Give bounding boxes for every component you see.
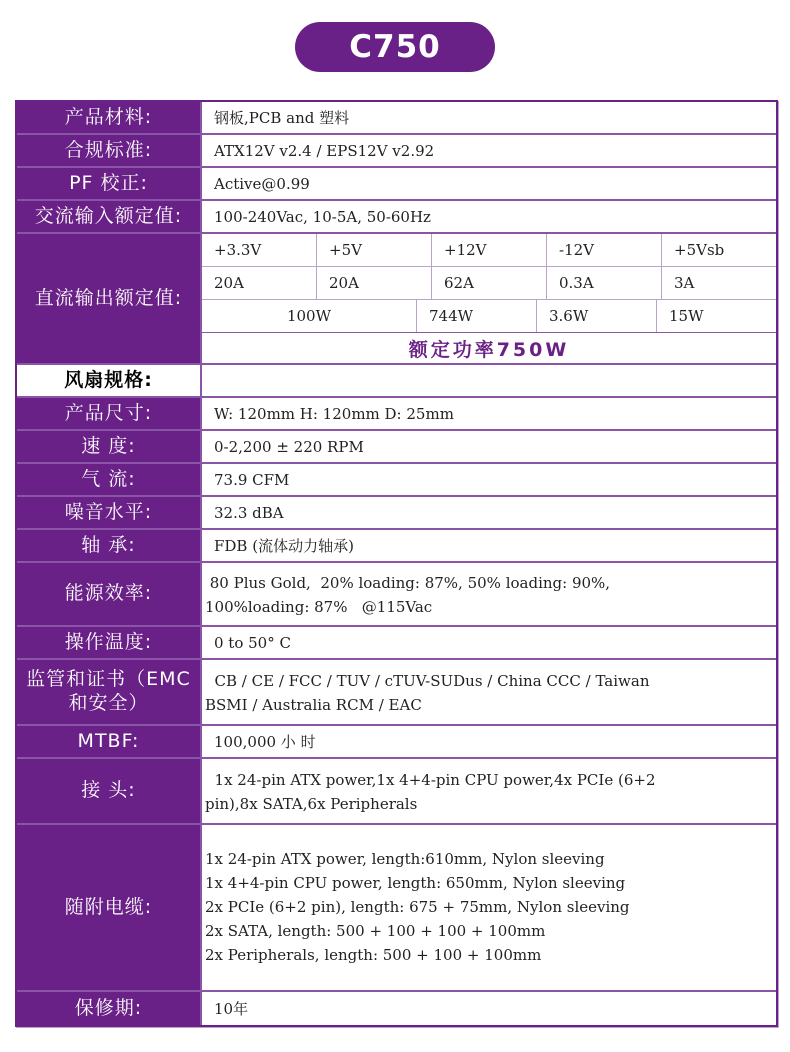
connector-line: pin),8x SATA,6x Peripherals xyxy=(205,795,418,813)
spec-row-certifications xyxy=(17,660,776,726)
spec-label: 操作温度: xyxy=(17,627,202,658)
spec-row-compliance xyxy=(17,135,776,168)
spec-row-material xyxy=(17,102,776,135)
spec-label: 产品尺寸: xyxy=(17,398,202,429)
cable-line: 2x PCIe (6+2 pin), length: 675 + 75mm, Nylon sleeving xyxy=(205,898,630,916)
spec-value: 100-240Vac, 10-5A, 50-60Hz xyxy=(214,207,431,226)
cert-line: BSMI / Australia RCM / EAC xyxy=(205,696,422,714)
spec-value: 73.9 CFM xyxy=(214,470,290,489)
spec-value: 100,000 小 时 xyxy=(214,733,316,751)
cable-line: 2x Peripherals, length: 500 + 100 + 100mm xyxy=(205,946,542,964)
spec-row-ac-input xyxy=(17,201,776,234)
efficiency-line: 100%loading: 87% @115Vac xyxy=(205,598,433,616)
spec-label: 速 度: xyxy=(17,431,202,462)
spec-value: FDB (流体动力轴承) xyxy=(214,537,354,555)
spec-value: ATX12V v2.4 / EPS12V v2.92 xyxy=(214,141,435,160)
cable-line: 1x 24-pin ATX power, length:610mm, Nylon sleeving xyxy=(205,850,605,868)
cert-line: CB / CE / FCC / TUV / cTUV-SUDus / China CCC / Taiwan xyxy=(205,672,650,690)
spec-label: 保修期: xyxy=(17,992,202,1025)
spec-value: 0-2,200 ± 220 RPM xyxy=(214,437,364,456)
spec-value: Active@0.99 xyxy=(214,174,310,193)
cert-label-line: 监管和证书（EMC xyxy=(26,668,191,691)
spec-value: W: 120mm H: 120mm D: 25mm xyxy=(214,404,454,423)
dc-rail: +5V xyxy=(317,234,432,266)
dc-rail-row xyxy=(202,234,776,267)
dc-amps-row xyxy=(202,267,776,300)
spec-value: 0 to 50° C xyxy=(214,633,291,652)
spec-value xyxy=(202,660,776,724)
product-title: C750 xyxy=(295,22,495,72)
dc-amps: 20A xyxy=(202,267,317,299)
spec-row-noise xyxy=(17,497,776,530)
cable-line: 2x SATA, length: 500 + 100 + 100 + 100mm xyxy=(205,922,546,940)
dc-watts: 3.6W xyxy=(537,300,657,333)
spec-row-fan xyxy=(17,365,776,398)
spec-row-bearing xyxy=(17,530,776,563)
spec-label: 直流输出额定值: xyxy=(17,234,202,363)
spec-value: 10年 xyxy=(214,1000,249,1018)
spec-table xyxy=(15,100,778,1027)
dc-output-grid xyxy=(202,234,776,363)
spec-value xyxy=(202,825,776,990)
spec-label: 随附电缆: xyxy=(17,825,202,990)
dc-rail: +12V xyxy=(432,234,547,266)
dc-rail: +3.3V xyxy=(202,234,317,266)
dc-watts-row xyxy=(202,300,776,333)
connector-line: 1x 24-pin ATX power,1x 4+4-pin CPU power,4x PCIe (6+2 xyxy=(205,771,656,789)
spec-value: 钢板,PCB and 塑料 xyxy=(214,109,350,127)
spec-label: 噪音水平: xyxy=(17,497,202,528)
spec-row-airflow xyxy=(17,464,776,497)
dc-rail: +5Vsb xyxy=(674,240,725,259)
spec-value: 32.3 dBA xyxy=(214,503,284,522)
cert-label-line: 和安全） xyxy=(68,692,149,714)
spec-row-cables xyxy=(17,825,776,992)
spec-row-warranty xyxy=(17,992,776,1025)
cable-line: 1x 4+4-pin CPU power, length: 650mm, Nylon sleeving xyxy=(205,874,626,892)
spec-label: 能源效率: xyxy=(17,563,202,625)
dc-amps: 62A xyxy=(432,267,547,299)
spec-label xyxy=(17,660,202,724)
spec-row-pf xyxy=(17,168,776,201)
spec-label: PF 校正: xyxy=(17,168,202,199)
dc-amps: 3A xyxy=(674,273,695,292)
rated-power: 额定功率750W xyxy=(202,332,776,363)
spec-row-size xyxy=(17,398,776,431)
spec-label: 合规标准: xyxy=(17,135,202,166)
dc-watts-combined: 100W xyxy=(202,300,417,333)
spec-label: 气 流: xyxy=(17,464,202,495)
spec-row-temperature xyxy=(17,627,776,660)
spec-value xyxy=(202,759,776,823)
dc-amps: 20A xyxy=(317,267,432,299)
dc-watts: 15W xyxy=(669,306,704,325)
spec-row-mtbf xyxy=(17,726,776,759)
spec-row-efficiency xyxy=(17,563,776,627)
spec-label: 接 头: xyxy=(17,759,202,823)
spec-row-speed xyxy=(17,431,776,464)
dc-rail: -12V xyxy=(547,234,662,266)
spec-label: 轴 承: xyxy=(17,530,202,561)
dc-watts: 744W xyxy=(417,300,537,333)
spec-label: 风扇规格: xyxy=(17,365,202,396)
dc-amps: 0.3A xyxy=(547,267,662,299)
spec-label: MTBF: xyxy=(17,726,202,757)
spec-value xyxy=(202,563,776,625)
spec-label: 产品材料: xyxy=(17,102,202,133)
spec-value xyxy=(202,365,776,396)
spec-row-dc-output xyxy=(17,234,776,365)
efficiency-line: 80 Plus Gold, 20% loading: 87%, 50% loading: 90%, xyxy=(205,574,611,592)
spec-label: 交流输入额定值: xyxy=(17,201,202,232)
spec-row-connectors xyxy=(17,759,776,825)
